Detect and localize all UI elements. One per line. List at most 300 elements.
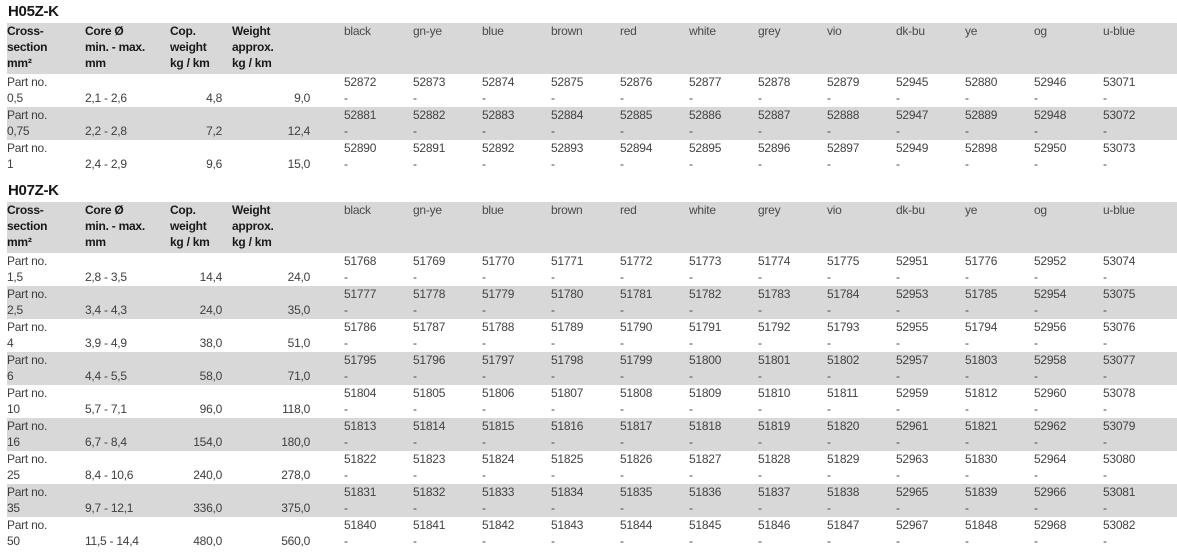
dash-placeholder: - [413,157,417,171]
dash-placeholder: - [551,369,555,383]
color-column-header: white [689,202,758,253]
part-number-cell [413,484,482,517]
core-diameter-cell [85,352,170,385]
cross-section-value: 35 [7,501,20,515]
empty-line [85,352,170,368]
dash-placeholder: - [965,402,969,416]
part-number-value: 52883 [482,108,515,122]
part-number-cell [827,385,896,418]
part-number-cell [482,517,551,550]
header-line: kg / km [232,56,272,70]
empty-line [85,451,170,467]
part-number-cell [758,319,827,352]
dash-placeholder: - [482,501,486,515]
empty-line [232,74,344,90]
part-number-value: 51820 [827,419,860,433]
part-number-cell [1103,484,1177,517]
dash-placeholder: - [689,468,693,482]
part-number-value: 53081 [1103,485,1136,499]
empty-line [170,253,232,269]
part-number-value: 52880 [965,75,998,89]
dash-placeholder: - [758,124,762,138]
dash-placeholder: - [620,303,624,317]
dash-placeholder: - [344,534,348,548]
part-number-cell [1103,286,1177,319]
header-line: weight [170,40,207,54]
part-number-cell [413,418,482,451]
part-number-value: 51770 [482,254,515,268]
table-row [7,253,1177,286]
empty-line [232,517,344,533]
cross-section-cell [7,319,85,352]
part-number-value: 51781 [620,287,653,301]
part-number-value: 52967 [896,518,929,532]
part-number-value: 52896 [758,141,791,155]
spec-column-header [7,23,85,74]
dash-placeholder: - [1034,534,1038,548]
spec-column-header [170,23,232,74]
part-number-value: 51776 [965,254,998,268]
parts-table [7,23,1177,173]
color-column-header: black [344,23,413,74]
cross-section-value: 2,5 [7,303,23,317]
core-diameter-cell [85,418,170,451]
part-number-cell [827,286,896,319]
part-number-cell [896,140,965,173]
dash-placeholder: - [1103,336,1107,350]
dash-placeholder: - [482,157,486,171]
dash-placeholder: - [413,369,417,383]
header-line: mm [85,235,106,249]
cross-section-cell [7,74,85,107]
part-number-value: 51807 [551,386,584,400]
part-number-cell [827,517,896,550]
weight-approx-cell [232,319,344,352]
dash-placeholder: - [551,303,555,317]
cop-weight-cell [170,385,232,418]
dash-placeholder: - [344,501,348,515]
part-number-value: 51824 [482,452,515,466]
cross-section-value: 1,5 [7,270,23,284]
dash-placeholder: - [1103,501,1107,515]
part-number-value: 51793 [827,320,860,334]
color-column-header: gn-ye [413,23,482,74]
dash-placeholder: - [758,534,762,548]
spec-column-header [7,202,85,253]
core-diameter-cell [85,319,170,352]
weight-approx-cell [232,484,344,517]
part-number-cell [344,517,413,550]
weight-approx-value: 51,0 [287,336,310,350]
part-number-cell [965,418,1034,451]
part-number-value: 53075 [1103,287,1136,301]
cop-weight-value: 24,0 [199,303,222,317]
core-diameter-value: 2,2 - 2,8 [85,124,127,138]
part-number-value: 51804 [344,386,377,400]
dash-placeholder: - [344,369,348,383]
part-number-value: 52885 [620,108,653,122]
cross-section-cell [7,484,85,517]
empty-line [170,484,232,500]
dash-placeholder: - [620,468,624,482]
dash-placeholder: - [620,157,624,171]
part-number-cell [689,107,758,140]
spec-column-header [85,23,170,74]
part-number-cell [551,484,620,517]
dash-placeholder: - [1103,369,1107,383]
part-number-cell [344,484,413,517]
header-line: Cop. [170,24,196,38]
dash-placeholder: - [896,501,900,515]
part-number-cell [1103,418,1177,451]
part-number-value: 51768 [344,254,377,268]
color-column-header: black [344,202,413,253]
dash-placeholder: - [344,91,348,105]
table-header [7,202,1177,253]
cop-weight-cell [170,451,232,484]
dash-placeholder: - [482,534,486,548]
dash-placeholder: - [689,534,693,548]
part-number-value: 52966 [1034,485,1067,499]
part-number-value: 51787 [413,320,446,334]
dash-placeholder: - [827,91,831,105]
empty-line [85,286,170,302]
part-number-cell [620,385,689,418]
part-number-value: 51809 [689,386,722,400]
part-number-value: 52895 [689,141,722,155]
part-no-label: Part no. [7,287,48,301]
part-number-value: 52875 [551,75,584,89]
part-number-cell [413,385,482,418]
part-number-value: 53080 [1103,452,1136,466]
dash-placeholder: - [1034,157,1038,171]
part-number-cell [551,107,620,140]
part-number-value: 51789 [551,320,584,334]
core-diameter-value: 6,7 - 8,4 [85,435,127,449]
part-number-cell [344,286,413,319]
dash-placeholder: - [758,157,762,171]
part-number-cell [344,319,413,352]
core-diameter-value: 2,8 - 3,5 [85,270,127,284]
part-number-cell [551,418,620,451]
empty-line [170,74,232,90]
dash-placeholder: - [758,336,762,350]
core-diameter-cell [85,517,170,550]
part-number-cell [1103,253,1177,286]
empty-line [170,319,232,335]
empty-line [85,74,170,90]
weight-approx-cell [232,352,344,385]
dash-placeholder: - [965,303,969,317]
part-number-cell [1034,74,1103,107]
part-number-value: 51811 [827,386,859,400]
cop-weight-value: 4,8 [206,91,222,105]
cop-weight-value: 154,0 [193,435,222,449]
part-number-cell [758,517,827,550]
dash-placeholder: - [689,336,693,350]
table-row [7,352,1177,385]
cross-section-cell [7,451,85,484]
table-row [7,140,1177,173]
part-number-value: 52897 [827,141,860,155]
table-section [7,182,1177,550]
cross-section-value: 0,5 [7,91,23,105]
part-number-cell [482,286,551,319]
header-line: section [7,40,48,54]
color-column-header: vio [827,202,896,253]
dash-placeholder: - [827,468,831,482]
part-number-value: 51772 [620,254,653,268]
part-number-cell [620,286,689,319]
dash-placeholder: - [551,402,555,416]
part-number-cell [344,418,413,451]
part-number-value: 51815 [482,419,515,433]
color-column-header: grey [758,23,827,74]
part-number-value: 51782 [689,287,722,301]
color-column-header: brown [551,23,620,74]
dash-placeholder: - [413,124,417,138]
part-number-value: 53082 [1103,518,1136,532]
part-number-value: 51801 [758,353,791,367]
part-number-cell [344,451,413,484]
dash-placeholder: - [344,124,348,138]
dash-placeholder: - [1034,435,1038,449]
core-diameter-cell [85,385,170,418]
part-number-cell [1034,517,1103,550]
weight-approx-cell [232,418,344,451]
empty-line [85,140,170,156]
parts-table [7,202,1177,550]
dash-placeholder: - [551,157,555,171]
weight-approx-cell [232,451,344,484]
color-column-header: red [620,202,689,253]
part-number-value: 51834 [551,485,584,499]
dash-placeholder: - [413,402,417,416]
color-column-header: og [1034,202,1103,253]
dash-placeholder: - [413,91,417,105]
color-column-header: vio [827,23,896,74]
part-number-cell [965,286,1034,319]
header-row [7,23,1177,74]
cop-weight-value: 9,6 [206,157,222,171]
part-no-label: Part no. [7,75,48,89]
part-number-cell [482,319,551,352]
dash-placeholder: - [689,435,693,449]
header-line: mm² [7,235,32,249]
part-number-value: 51800 [689,353,722,367]
dash-placeholder: - [827,124,831,138]
part-number-cell [1034,286,1103,319]
empty-line [170,418,232,434]
cross-section-cell [7,517,85,550]
part-no-label: Part no. [7,254,48,268]
empty-line [85,385,170,401]
part-number-value: 52893 [551,141,584,155]
dash-placeholder: - [896,303,900,317]
part-number-value: 51777 [344,287,377,301]
cross-section-cell [7,418,85,451]
dash-placeholder: - [1034,402,1038,416]
part-number-value: 51796 [413,353,446,367]
weight-approx-value: 71,0 [287,369,310,383]
part-number-value: 52956 [1034,320,1067,334]
core-diameter-value: 3,4 - 4,3 [85,303,127,317]
part-no-label: Part no. [7,452,48,466]
part-number-cell [758,418,827,451]
cop-weight-cell [170,517,232,550]
part-number-cell [965,319,1034,352]
part-number-value: 52959 [896,386,929,400]
cross-section-value: 4 [7,336,14,350]
part-number-cell [965,385,1034,418]
dash-placeholder: - [1034,270,1038,284]
part-number-value: 51839 [965,485,998,499]
dash-placeholder: - [689,369,693,383]
empty-line [85,418,170,434]
weight-approx-value: 180,0 [281,435,310,449]
dash-placeholder: - [1034,336,1038,350]
table-row [7,319,1177,352]
table-row [7,484,1177,517]
part-number-cell [965,451,1034,484]
dash-placeholder: - [965,157,969,171]
dash-placeholder: - [413,435,417,449]
part-number-cell [827,418,896,451]
spec-column-header [170,202,232,253]
part-number-value: 51769 [413,254,446,268]
dash-placeholder: - [413,534,417,548]
dash-placeholder: - [827,501,831,515]
core-diameter-value: 4,4 - 5,5 [85,369,127,383]
dash-placeholder: - [1034,303,1038,317]
part-number-cell [896,484,965,517]
dash-placeholder: - [551,124,555,138]
empty-line [85,319,170,335]
header-line: Cop. [170,203,196,217]
part-number-cell [1103,319,1177,352]
cop-weight-value: 240,0 [193,468,222,482]
part-number-cell [1034,140,1103,173]
empty-line [170,352,232,368]
dash-placeholder: - [413,303,417,317]
core-diameter-value: 9,7 - 12,1 [85,501,134,515]
dash-placeholder: - [1034,468,1038,482]
part-number-value: 52961 [896,419,929,433]
dash-placeholder: - [620,124,624,138]
part-number-cell [965,484,1034,517]
part-number-value: 52876 [620,75,653,89]
table-row [7,286,1177,319]
part-number-cell [344,253,413,286]
part-number-value: 52960 [1034,386,1067,400]
part-number-cell [482,140,551,173]
empty-line [170,517,232,533]
part-number-value: 51829 [827,452,860,466]
part-number-value: 51813 [344,419,377,433]
part-number-cell [758,253,827,286]
header-line: approx. [232,40,274,54]
part-number-cell [620,484,689,517]
part-number-value: 52890 [344,141,377,155]
part-number-value: 52878 [758,75,791,89]
part-number-cell [551,319,620,352]
part-number-value: 51792 [758,320,791,334]
part-number-cell [413,517,482,550]
dash-placeholder: - [965,270,969,284]
part-number-cell [689,286,758,319]
part-number-cell [1103,451,1177,484]
part-number-cell [1103,517,1177,550]
part-number-value: 51828 [758,452,791,466]
dash-placeholder: - [965,369,969,383]
cross-section-value: 0,75 [7,124,30,138]
part-number-cell [344,107,413,140]
part-no-label: Part no. [7,386,48,400]
part-number-cell [344,74,413,107]
part-number-cell [965,352,1034,385]
part-number-cell [482,484,551,517]
part-number-value: 52888 [827,108,860,122]
part-number-value: 52963 [896,452,929,466]
weight-approx-value: 560,0 [281,534,310,548]
header-line: Weight [232,203,271,217]
dash-placeholder: - [551,270,555,284]
dash-placeholder: - [551,534,555,548]
dash-placeholder: - [1034,369,1038,383]
empty-line [232,451,344,467]
part-number-value: 51823 [413,452,446,466]
weight-approx-cell [232,140,344,173]
dash-placeholder: - [482,336,486,350]
dash-placeholder: - [827,369,831,383]
dash-placeholder: - [965,336,969,350]
part-number-value: 52950 [1034,141,1067,155]
part-number-value: 52874 [482,75,515,89]
header-line: Cross- [7,203,44,217]
part-number-cell [689,484,758,517]
part-number-cell [482,107,551,140]
core-diameter-value: 2,4 - 2,9 [85,157,127,171]
dash-placeholder: - [344,270,348,284]
dash-placeholder: - [620,336,624,350]
part-number-value: 52877 [689,75,722,89]
part-number-value: 51826 [620,452,653,466]
cross-section-cell [7,253,85,286]
cop-weight-cell [170,352,232,385]
header-line: min. - max. [85,40,145,54]
part-number-value: 51845 [689,518,722,532]
part-number-value: 52892 [482,141,515,155]
part-number-value: 51774 [758,254,791,268]
color-column-header: og [1034,23,1103,74]
part-number-value: 51844 [620,518,653,532]
part-number-value: 52891 [413,141,446,155]
part-no-label: Part no. [7,419,48,433]
weight-approx-cell [232,253,344,286]
part-number-value: 51841 [413,518,446,532]
part-number-value: 51822 [344,452,377,466]
part-no-label: Part no. [7,141,48,155]
dash-placeholder: - [482,402,486,416]
dash-placeholder: - [1034,124,1038,138]
dash-placeholder: - [620,501,624,515]
empty-line [170,286,232,302]
dash-placeholder: - [1103,435,1107,449]
cop-weight-cell [170,107,232,140]
part-number-value: 53073 [1103,141,1136,155]
dash-placeholder: - [620,534,624,548]
part-number-value: 52952 [1034,254,1067,268]
